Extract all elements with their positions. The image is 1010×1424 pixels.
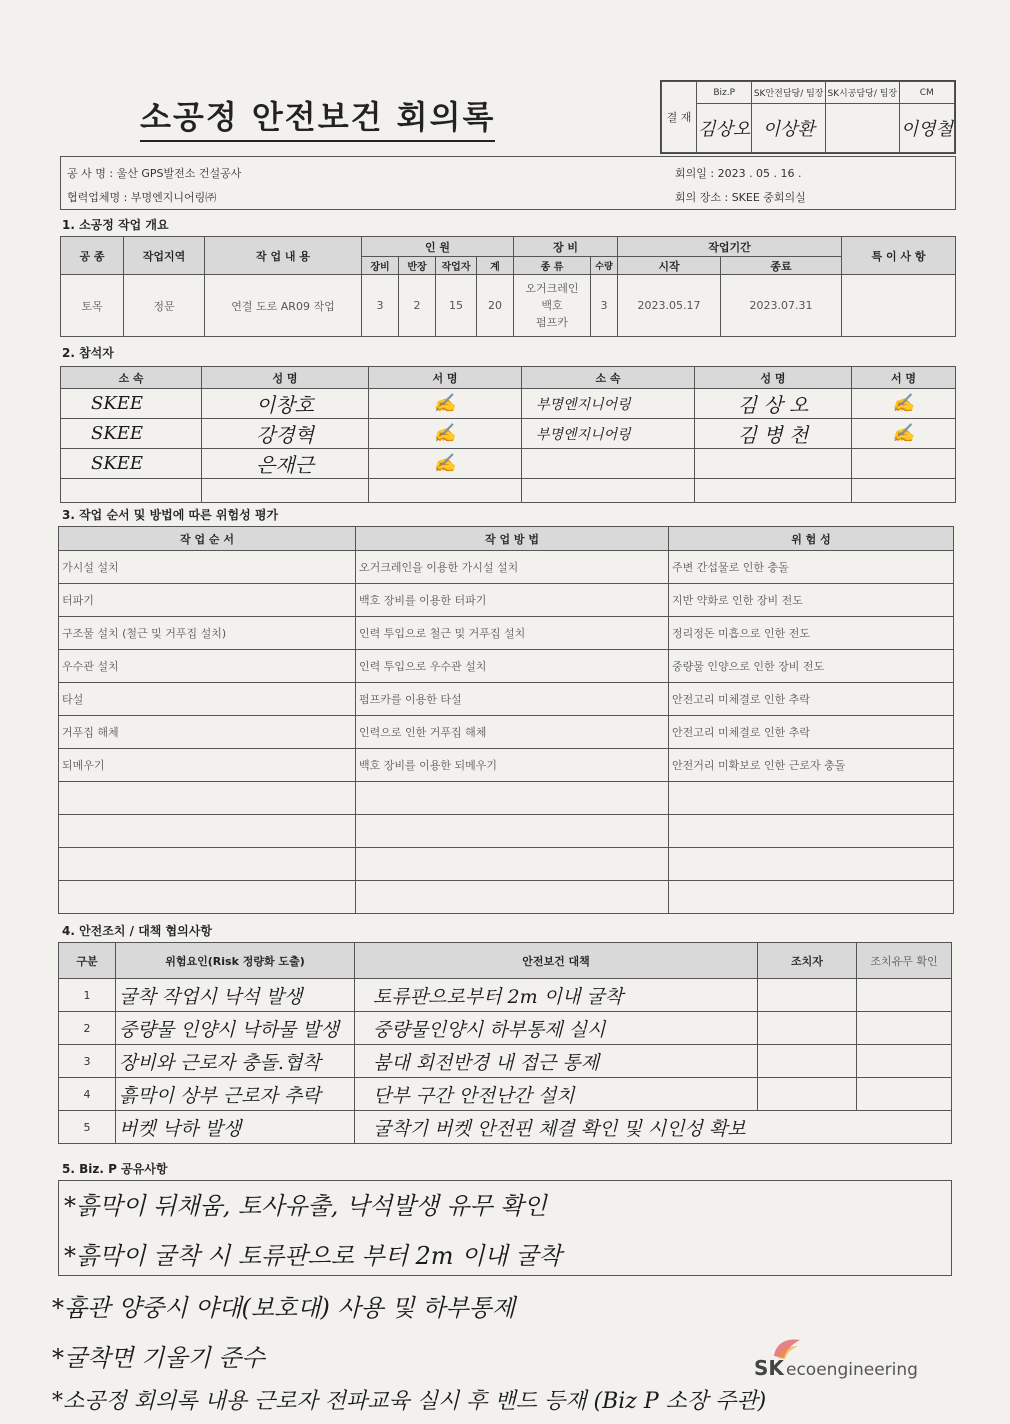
method-cell: 인력 투입으로 우수관 설치 xyxy=(356,650,669,683)
cell-trade: 토목 xyxy=(61,275,124,337)
th-total: 계 xyxy=(477,257,514,275)
th-org-left: 소 속 xyxy=(61,367,202,389)
attendee-signature: ✍ xyxy=(369,449,522,479)
empty-cell xyxy=(356,782,669,815)
empty-cell xyxy=(59,848,356,881)
attendee-name: 김 병 천 xyxy=(695,419,852,449)
th-no: 구분 xyxy=(59,943,116,979)
risk-cell: 중량물 인양으로 인한 장비 전도 xyxy=(669,650,954,683)
attendee-org: 부명엔지니어링 xyxy=(522,419,695,449)
bizp-note: *흙막이 뒤채움, 토사유출, 낙석발생 유무 확인 xyxy=(64,1192,547,1220)
risk-cell: 주변 간섭물로 인한 충돌 xyxy=(669,551,954,584)
project-name: 공 사 명 : 울산 GPS발전소 건설공사 xyxy=(67,167,242,180)
attendee-org: 부명엔지니어링 xyxy=(522,389,695,419)
th-sign-right: 서 명 xyxy=(852,367,956,389)
approval-label: 결 재 xyxy=(662,82,697,153)
measure-no: 2 xyxy=(59,1012,116,1045)
empty-cell xyxy=(669,848,954,881)
attendee-name: 이창호 xyxy=(202,389,369,419)
empty-cell xyxy=(695,479,852,503)
empty-cell xyxy=(852,449,956,479)
attendee-signature: ✍ xyxy=(369,419,522,449)
cell-notes xyxy=(842,275,956,337)
risk-factor: 흙막이 상부 근로자 추락 xyxy=(116,1078,355,1111)
attendee-signature: ✍ xyxy=(852,419,956,449)
attendee-signature: ✍ xyxy=(369,389,522,419)
equip-type-item: 백호 xyxy=(541,299,563,312)
empty-cell xyxy=(669,815,954,848)
empty-cell xyxy=(59,881,356,914)
empty-cell xyxy=(857,1012,952,1045)
risk-factor: 버켓 낙하 발생 xyxy=(116,1111,355,1144)
meeting-info-box xyxy=(60,156,956,210)
safety-measure: 토류판으로부터 2m 이내 굴착 xyxy=(355,979,758,1012)
step-cell: 터파기 xyxy=(59,584,356,617)
approval-signature-sk-construction xyxy=(825,104,899,153)
method-cell: 백호 장비를 이용한 되메우기 xyxy=(356,749,669,782)
safety-measure: 붐대 회전반경 내 접근 통제 xyxy=(355,1045,758,1078)
attendee-org: SKEE xyxy=(61,419,202,449)
th-workers: 인 원 xyxy=(362,237,514,257)
empty-cell xyxy=(758,979,857,1012)
step-cell: 타설 xyxy=(59,683,356,716)
sk-ecoengineering-logo xyxy=(752,1336,932,1384)
empty-cell xyxy=(695,449,852,479)
section4-title: 4. 안전조치 / 대책 협의사항 xyxy=(62,924,212,938)
approval-signature-bizp: 김상오 xyxy=(697,104,752,153)
th-foreman: 반장 xyxy=(399,257,436,275)
document-title: 소공정 안전보건 회의록 xyxy=(140,92,495,142)
measure-no: 5 xyxy=(59,1111,116,1144)
cell-total: 20 xyxy=(477,275,514,337)
th-org-right: 소 속 xyxy=(522,367,695,389)
th-content: 작 업 내 용 xyxy=(205,237,362,275)
approval-header-cm: CM xyxy=(899,82,954,104)
risk-cell: 정리정돈 미흡으로 인한 전도 xyxy=(669,617,954,650)
cell-equip-types xyxy=(514,275,591,337)
th-sign-left: 서 명 xyxy=(369,367,522,389)
cell-workers: 15 xyxy=(436,275,477,337)
th-name-left: 성 명 xyxy=(202,367,369,389)
step-cell: 되메우기 xyxy=(59,749,356,782)
safety-measure: 중량물인양시 하부통제 실시 xyxy=(355,1012,758,1045)
th-area: 작업지역 xyxy=(124,237,205,275)
empty-cell xyxy=(59,782,356,815)
empty-cell xyxy=(356,881,669,914)
bizp-note: *흙막이 굴착 시 토류판으로 부터 2m 이내 굴착 xyxy=(64,1242,562,1270)
approval-signature-cm: 이영철 xyxy=(899,104,954,153)
th-actor: 조치자 xyxy=(758,943,857,979)
th-safety-measure: 안전보건 대책 xyxy=(355,943,758,979)
approval-header-bizp: Biz.P xyxy=(697,82,752,104)
attendee-name: 은재근 xyxy=(202,449,369,479)
empty-cell xyxy=(356,848,669,881)
bizp-note: *굴착면 기울기 준수 xyxy=(52,1344,265,1372)
section5-title: 5. Biz. P 공유사항 xyxy=(62,1162,168,1176)
bizp-note: *흄관 양중시 야대(보호대) 사용 및 하부통제 xyxy=(52,1294,515,1322)
approval-box xyxy=(660,80,956,154)
attendee-org: SKEE xyxy=(61,449,202,479)
empty-cell xyxy=(356,815,669,848)
attendee-org: SKEE xyxy=(61,389,202,419)
risk-factor: 굴착 작업시 낙석 발생 xyxy=(116,979,355,1012)
th-risk: 위 험 성 xyxy=(669,527,954,551)
th-start: 시작 xyxy=(618,257,721,275)
method-cell: 인력 투입으로 철근 및 거푸집 설치 xyxy=(356,617,669,650)
th-equipment: 장 비 xyxy=(514,237,618,257)
empty-cell xyxy=(758,1078,857,1111)
empty-cell xyxy=(522,449,695,479)
meeting-place: 회의 장소 : SKEE 중회의실 xyxy=(675,191,806,204)
safety-measures-table xyxy=(58,942,952,1144)
risk-factor: 장비와 근로자 충돌.협착 xyxy=(116,1045,355,1078)
th-equip-type: 종 류 xyxy=(514,257,591,275)
cell-content: 연결 도로 AR09 작업 xyxy=(205,275,362,337)
risk-factor: 중량물 인양시 낙하물 발생 xyxy=(116,1012,355,1045)
method-cell: 백호 장비를 이용한 터파기 xyxy=(356,584,669,617)
cell-equip-op: 3 xyxy=(362,275,399,337)
attendee-name: 김 상 오 xyxy=(695,389,852,419)
risk-cell: 지반 약화로 인한 장비 전도 xyxy=(669,584,954,617)
company-name: 협력업체명 : 부명엔지니어링㈜ xyxy=(67,191,217,204)
th-notes: 특 이 사 항 xyxy=(842,237,956,275)
empty-cell xyxy=(522,479,695,503)
step-cell: 우수관 설치 xyxy=(59,650,356,683)
th-name-right: 성 명 xyxy=(695,367,852,389)
section3-title: 3. 작업 순서 및 방법에 따른 위험성 평가 xyxy=(62,508,279,522)
approval-header-sk-safety: SK안전담당/ 팀장 xyxy=(752,82,826,104)
approval-signature-sk-safety: 이상환 xyxy=(752,104,826,153)
empty-cell xyxy=(61,479,202,503)
empty-cell xyxy=(857,1078,952,1111)
empty-cell xyxy=(202,479,369,503)
empty-cell xyxy=(852,479,956,503)
method-cell: 펌프카를 이용한 타설 xyxy=(356,683,669,716)
risk-assessment-table xyxy=(58,526,954,914)
step-cell: 거푸집 해체 xyxy=(59,716,356,749)
th-qty: 수량 xyxy=(591,257,618,275)
cell-qty: 3 xyxy=(591,275,618,337)
approval-header-sk-construction: SK시공담당/ 팀장 xyxy=(825,82,899,104)
empty-cell xyxy=(758,1012,857,1045)
cell-start: 2023.05.17 xyxy=(618,275,721,337)
th-end: 종료 xyxy=(721,257,842,275)
th-trade: 공 종 xyxy=(61,237,124,275)
risk-cell: 안전고리 미체결로 인한 추락 xyxy=(669,683,954,716)
attendees-table xyxy=(60,366,956,503)
safety-measure: 굴착기 버켓 안전핀 체결 확인 및 시인성 확보 xyxy=(355,1111,952,1144)
logo-brand: SK xyxy=(754,1356,784,1380)
logo-name: ecoengineering xyxy=(786,1360,918,1380)
empty-cell xyxy=(369,479,522,503)
risk-cell: 안전거리 미확보로 인한 근로자 충돌 xyxy=(669,749,954,782)
th-equip-op: 장비 xyxy=(362,257,399,275)
section1-title: 1. 소공정 작업 개요 xyxy=(62,218,169,232)
empty-cell xyxy=(758,1045,857,1078)
empty-cell xyxy=(59,815,356,848)
work-overview-table xyxy=(60,236,956,337)
th-work-method: 작 업 방 법 xyxy=(356,527,669,551)
empty-cell xyxy=(669,881,954,914)
step-cell: 구조물 설치 (철근 및 거푸집 설치) xyxy=(59,617,356,650)
step-cell: 가시설 설치 xyxy=(59,551,356,584)
th-period: 작업기간 xyxy=(618,237,842,257)
attendee-signature: ✍ xyxy=(852,389,956,419)
th-action-check: 조치유무 확인 xyxy=(857,943,952,979)
th-work-order: 작 업 순 서 xyxy=(59,527,356,551)
th-risk-factor: 위험요인(Risk 정량화 도출) xyxy=(116,943,355,979)
method-cell: 오거크레인을 이용한 가시설 설치 xyxy=(356,551,669,584)
measure-no: 1 xyxy=(59,979,116,1012)
empty-cell xyxy=(857,1045,952,1078)
empty-cell xyxy=(857,979,952,1012)
section2-title: 2. 참석자 xyxy=(62,346,114,360)
meeting-date: 회의일 : 2023 . 05 . 16 . xyxy=(675,167,802,180)
empty-cell xyxy=(669,782,954,815)
measure-no: 4 xyxy=(59,1078,116,1111)
cell-foreman: 2 xyxy=(399,275,436,337)
equip-type-item: 펌프카 xyxy=(536,316,568,329)
th-worker-count: 작업자 xyxy=(436,257,477,275)
risk-cell: 안전고리 미체결로 인한 추락 xyxy=(669,716,954,749)
cell-area: 정문 xyxy=(124,275,205,337)
bizp-note: *소공정 회의록 내용 근로자 전파교육 실시 후 밴드 등재 (Biz P 소장 주관) xyxy=(52,1389,767,1414)
safety-measure: 단부 구간 안전난간 설치 xyxy=(355,1078,758,1111)
method-cell: 인력으로 인한 거푸집 해체 xyxy=(356,716,669,749)
measure-no: 3 xyxy=(59,1045,116,1078)
equip-type-item: 오거크레인 xyxy=(525,282,579,295)
attendee-name: 강경혁 xyxy=(202,419,369,449)
cell-end: 2023.07.31 xyxy=(721,275,842,337)
